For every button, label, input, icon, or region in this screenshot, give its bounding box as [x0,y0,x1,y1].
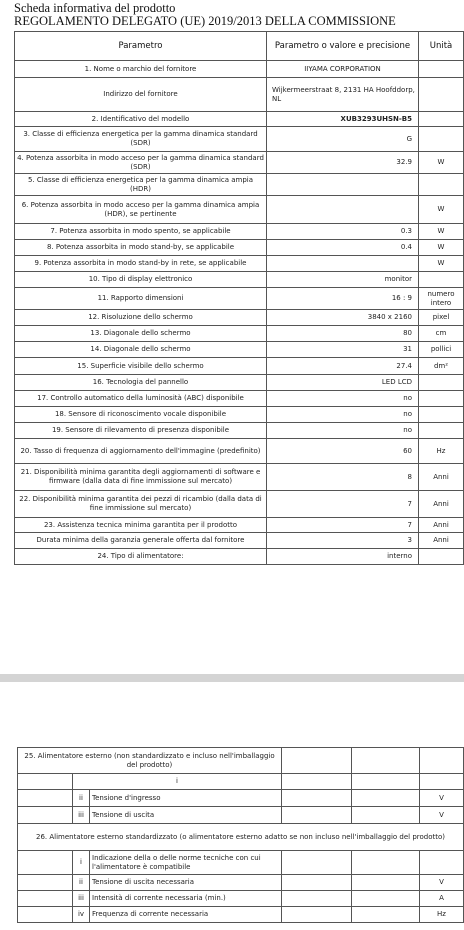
table-row [18,748,464,774]
row-value: IIYAMA CORPORATION [267,61,419,78]
row-label: 10. Tipo di display elettronico [15,272,267,288]
row-value: G [267,127,419,152]
row-unit [419,391,464,407]
row-label: 12. Risoluzione dello schermo [15,310,267,326]
table-row [15,375,464,391]
row-label: 14. Diagonale dello schermo [15,342,267,358]
row-number: ii [73,790,90,807]
row-number: i [73,774,282,790]
table-row [15,78,464,112]
table-row [15,174,464,196]
row-unit: numero intero [419,288,464,310]
row-label: 4. Potenza assorbita in modo acceso per la gamma dinamica standard (SDR) [15,152,267,174]
row-label: 25. Alimentatore esterno (non standardizzato e incluso nell'imballaggio del prodotto) [18,748,282,774]
table-row [15,272,464,288]
table-row [15,391,464,407]
row-unit [419,112,464,127]
table-row [15,127,464,152]
table-row [18,891,464,907]
row-unit [419,174,464,196]
table-row [18,824,464,851]
row-label: 7. Potenza assorbita in modo spento, se applicabile [15,224,267,240]
row-unit: Anni [419,491,464,518]
row-label: 23. Assistenza tecnica minima garantita per il prodotto [15,518,267,533]
row-value: 60 [267,439,419,464]
table-row [15,342,464,358]
table-row [18,774,464,790]
row-unit [419,375,464,391]
table-row [15,518,464,533]
row-label: 22. Disponibilità minima garantita dei pezzi di ricambio (dalla data di fine immissione sul mercato) [15,491,267,518]
table-row [15,61,464,78]
row-unit: A [420,891,464,907]
row-unit: W [419,196,464,224]
row-value: no [267,391,419,407]
row-unit: W [419,224,464,240]
row-label: 17. Controllo automatico della luminosità (ABC) disponibile [15,391,267,407]
table-row [15,240,464,256]
row-value: interno [267,549,419,565]
row-value: 27.4 [267,358,419,375]
row-label: 16. Tecnologia del pannello [15,375,267,391]
row-value: no [267,423,419,439]
table-row [15,326,464,342]
row-label: Tensione d'ingresso [90,790,282,807]
row-number: iii [73,891,90,907]
table-row [15,423,464,439]
table-row [15,256,464,272]
row-value: monitor [267,272,419,288]
row-value: 7 [267,491,419,518]
row-unit [419,78,464,112]
table-row [15,549,464,565]
row-unit: V [420,790,464,807]
row-unit [419,423,464,439]
row-value: no [267,407,419,423]
row-value: 8 [267,464,419,491]
row-unit [419,61,464,78]
row-value: 3840 x 2160 [267,310,419,326]
table-row [15,288,464,310]
row-value [267,256,419,272]
page-break [0,674,464,682]
row-unit [419,127,464,152]
row-label: 11. Rapporto dimensioni [15,288,267,310]
row-value: 0.3 [267,224,419,240]
header-valore: Parametro o valore e precisione [267,32,419,61]
table-row [15,439,464,464]
row-unit: W [419,256,464,272]
row-unit: pixel [419,310,464,326]
row-label: Frequenza di corrente necessaria [90,907,282,923]
row-label: Tensione di uscita necessaria [90,875,282,891]
row-label: Durata minima della garanzia generale offerta dal fornitore [15,533,267,549]
row-unit [419,407,464,423]
row-label: 3. Classe di efficienza energetica per la gamma dinamica standard (SDR) [15,127,267,152]
row-unit: pollici [419,342,464,358]
table-row [18,807,464,824]
row-label: 6. Potenza assorbita in modo acceso per la gamma dinamica ampia (HDR), se pertinente [15,196,267,224]
row-number: iv [73,907,90,923]
table-row [15,152,464,174]
row-value: Wijkermeerstraat 8, 2131 HA Hoofddorp, NL [267,78,419,112]
doc-title-line1: Scheda informativa del prodotto [14,1,176,15]
table-row [15,533,464,549]
table-row [18,851,464,875]
doc-title-line2: REGOLAMENTO DELEGATO (UE) 2019/2013 DELLA COMMISSIONE [14,14,396,28]
row-unit: V [420,807,464,824]
row-label: 19. Sensore di rilevamento di presenza disponibile [15,423,267,439]
table-row [15,464,464,491]
row-label: 5. Classe di efficienza energetica per la gamma dinamica ampia (HDR) [15,174,267,196]
product-info-table [14,31,464,565]
row-unit: cm [419,326,464,342]
table-row [15,224,464,240]
row-unit: W [419,152,464,174]
row-unit: Anni [419,533,464,549]
row-unit: Anni [419,464,464,491]
row-label: Indicazione della o delle norme tecniche con cui l'alimentatore è compatibile [90,851,282,875]
row-value [267,174,419,196]
row-value: 31 [267,342,419,358]
row-number: i [73,851,90,875]
table-row [15,196,464,224]
row-unit: Hz [419,439,464,464]
row-label: 18. Sensore di riconoscimento vocale disponibile [15,407,267,423]
row-label: 2. Identificativo del modello [15,112,267,127]
row-unit [419,549,464,565]
table-row [15,407,464,423]
row-unit: V [420,875,464,891]
table-row [18,790,464,807]
row-label: 24. Tipo di alimentatore: [15,549,267,565]
row-number: ii [73,875,90,891]
row-label: 20. Tasso di frequenza di aggiornamento dell'immagine (predefinito) [15,439,267,464]
row-value: LED LCD [267,375,419,391]
row-label: Tensione di uscita [90,807,282,824]
row-value: 80 [267,326,419,342]
row-label: 9. Potenza assorbita in modo stand-by in rete, se applicabile [15,256,267,272]
power-supply-table [17,747,464,923]
row-value: XUB3293UHSN-B5 [267,112,419,127]
row-label: 26. Alimentatore esterno standardizzato (o alimentatore esterno adatto se non incluso nell'imballaggio del prodotto) [18,824,464,851]
row-unit: dm² [419,358,464,375]
table-row [15,112,464,127]
row-label: 15. Superficie visibile dello schermo [15,358,267,375]
row-unit: W [419,240,464,256]
row-label: 1. Nome o marchio del fornitore [15,61,267,78]
header-unita: Unità [419,32,464,61]
table-row [18,875,464,891]
row-value: 3 [267,533,419,549]
row-value [267,196,419,224]
row-value: 16 : 9 [267,288,419,310]
row-unit: Anni [419,518,464,533]
row-value: 0.4 [267,240,419,256]
row-number: iii [73,807,90,824]
header-parametro: Parametro [15,32,267,61]
row-label: 8. Potenza assorbita in modo stand-by, se applicabile [15,240,267,256]
row-value: 7 [267,518,419,533]
table-row [15,491,464,518]
table-row [15,358,464,375]
row-label: Intensità di corrente necessaria (min.) [90,891,282,907]
row-label: Indirizzo del fornitore [15,78,267,112]
row-label: 21. Disponibilità minima garantita degli aggiornamenti di software e firmware (dalla data di fine immissione sul mercato) [15,464,267,491]
row-value: 32.9 [267,152,419,174]
row-unit [419,272,464,288]
table-row [18,907,464,923]
table-row [15,310,464,326]
row-unit: Hz [420,907,464,923]
row-label: 13. Diagonale dello schermo [15,326,267,342]
table-header-row [15,32,464,61]
